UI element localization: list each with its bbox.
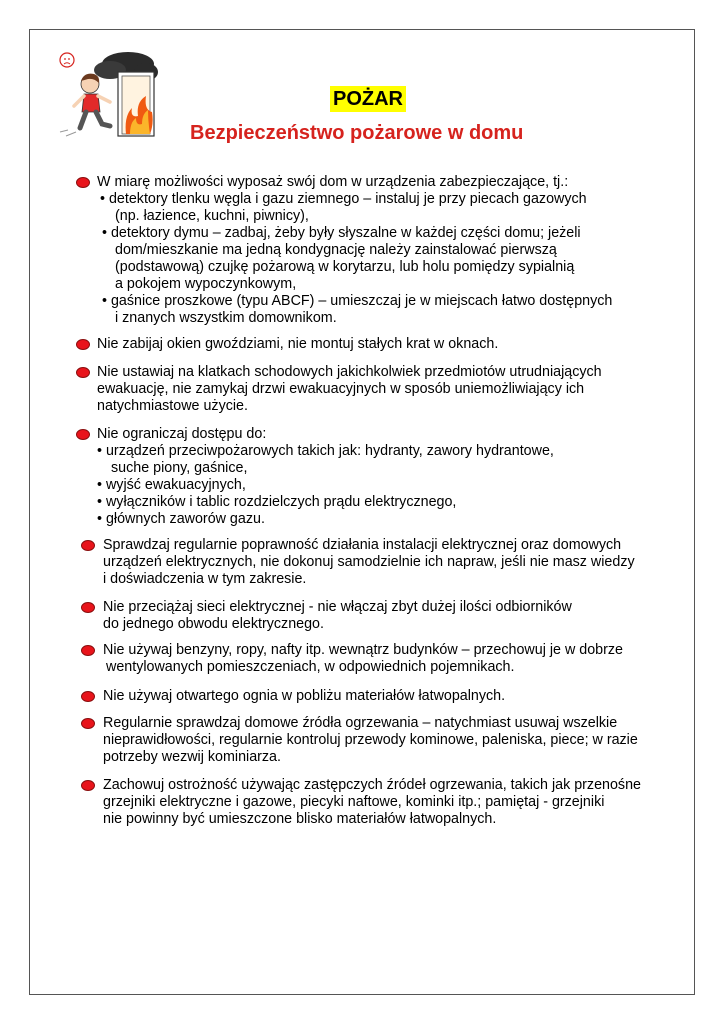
bullet-marker <box>81 602 95 613</box>
list-item: • wyłączników i tablic rozdzielczych prądu elektrycznego, <box>97 494 457 510</box>
bullet-marker <box>76 429 90 440</box>
bullet-marker <box>81 780 95 791</box>
page-subtitle: Bezpieczeństwo pożarowe w domu <box>190 122 524 144</box>
list-item-cont: a pokojem wypoczynkowym, <box>115 276 297 292</box>
list-item: • głównych zaworów gazu. <box>97 511 265 527</box>
section-text: Sprawdzaj regularnie poprawność działania instalacji elektrycznej oraz domowych <box>103 537 622 553</box>
section-text: ewakuację, nie zamykaj drzwi ewakuacyjnych w sposób uniemożliwiający ich <box>97 381 585 397</box>
list-item: • detektory dymu – zadbaj, żeby były słyszalne w każdej części domu; jeżeli <box>102 225 581 241</box>
list-item-cont: (podstawową) czujkę pożarową w korytarzu, lub holu pomiędzy sypialnią <box>115 259 575 275</box>
list-item: • gaśnice proszkowe (typu ABCF) – umieszczaj je w miejscach łatwo dostępnych <box>102 293 613 309</box>
section-text: Nie ograniczaj dostępu do: <box>97 426 267 442</box>
section-text: i doświadczenia w tym zakresie. <box>103 571 307 587</box>
bullet-marker <box>81 645 95 656</box>
section-text: nieprawidłowości, regularnie kontroluj przewody kominowe, paleniska, piece; w razie <box>103 732 638 748</box>
bullet-marker <box>81 691 95 702</box>
section-text: Nie zabijaj okien gwoździami, nie montuj stałych krat w oknach. <box>97 336 499 352</box>
list-item-cont: (np. łazience, kuchni, piwnicy), <box>115 208 309 224</box>
child-fleeing-fire-icon <box>58 50 158 142</box>
list-item: • urządzeń przeciwpożarowych takich jak: hydranty, zawory hydrantowe, <box>97 443 554 459</box>
section-text: Zachowuj ostrożność używając zastępczych źródeł ogrzewania, takich jak przenośne <box>103 777 641 793</box>
bullet-marker <box>76 177 90 188</box>
list-item-cont: i znanych wszystkim domownikom. <box>115 310 337 326</box>
bullet-marker <box>76 367 90 378</box>
bullet-marker <box>81 718 95 729</box>
section-text: Nie przeciążaj sieci elektrycznej - nie włączaj zbyt dużej ilości odbiorników <box>103 599 572 615</box>
section-text: nie powinny być umieszczone blisko materiałów łatwopalnych. <box>103 811 497 827</box>
bullet-marker <box>76 339 90 350</box>
section-text: Nie używaj benzyny, ropy, nafty itp. wewnątrz budynków – przechowuj je w dobrze <box>103 642 623 658</box>
section-text: do jednego obwodu elektrycznego. <box>103 616 324 632</box>
list-item-cont: suche piony, gaśnice, <box>111 460 248 476</box>
section-text: Nie używaj otwartego ognia w pobliżu materiałów łatwopalnych. <box>103 688 506 704</box>
section-text: natychmiastowe użycie. <box>97 398 248 414</box>
list-item: • detektory tlenku węgla i gazu ziemnego – instaluj je przy piecach gazowych <box>100 191 587 207</box>
section-text: Regularnie sprawdzaj domowe źródła ogrzewania – natychmiast usuwaj wszelkie <box>103 715 618 731</box>
list-item-cont: dom/mieszkanie ma jedną kondygnację należy zainstalować pierwszą <box>115 242 557 258</box>
section-text: W miarę możliwości wyposaż swój dom w urządzenia zabezpieczające, tj.: <box>97 174 569 190</box>
list-item: • wyjść ewakuacyjnych, <box>97 477 246 493</box>
section-text: potrzeby wezwij kominiarza. <box>103 749 281 765</box>
bullet-marker <box>81 540 95 551</box>
section-text: wentylowanych pomieszczeniach, w odpowiednich pojemnikach. <box>106 659 515 675</box>
page-title: POŻAR <box>330 86 406 112</box>
section-text: urządzeń elektrycznych, nie dokonuj samodzielnie ich napraw, jeśli nie masz wiedzy <box>103 554 635 570</box>
section-text: grzejniki elektryczne i gazowe, piecyki naftowe, kominki itp.; pamiętaj - grzejniki <box>103 794 605 810</box>
section-text: Nie ustawiaj na klatkach schodowych jakichkolwiek przedmiotów utrudniających <box>97 364 602 380</box>
